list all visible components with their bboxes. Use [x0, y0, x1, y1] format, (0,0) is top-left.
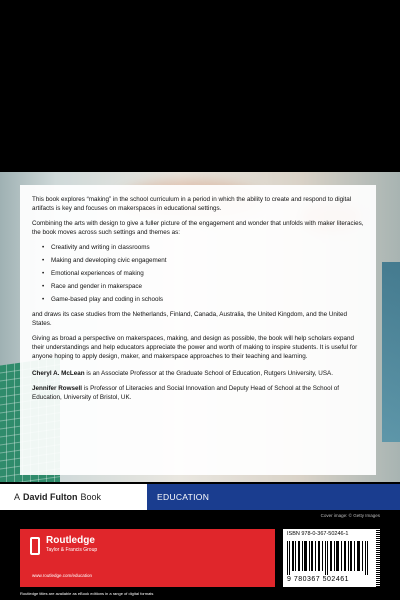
isbn-label: ISBN 978-0-367-50246-1: [287, 531, 349, 537]
routledge-logo-icon: [30, 537, 40, 555]
series-label: [0, 484, 147, 510]
side-barcode-icon: [376, 529, 380, 587]
themes-list: [32, 243, 364, 304]
publisher-box: [20, 529, 275, 587]
isbn-box: [283, 529, 380, 587]
case-studies-paragraph: and draws its case studies from the Netherlands, Finland, Canada, Australia, the United Kingdom, and the United States.: [32, 311, 348, 327]
list-item: • Emotional experiences of making: [42, 269, 364, 278]
publisher-name: Routledge: [46, 535, 95, 546]
blurb-panel: [20, 185, 376, 475]
ebook-disclaimer: Routledge titles are available as eBook editions in a range of digital formats: [20, 591, 154, 596]
publisher-url[interactable]: www.routledge.com/education: [32, 573, 93, 578]
broad-paragraph: Giving as broad a perspective on makerspaces, making, and design as possible, the book will help scholars expand their understandings and help educators appreciate the power and worth of making to inspire students. It is useful for anyone hoping to apply design, maker, and makerspace approaches to their teaching and learning.: [32, 335, 358, 360]
category-label: EDUCATION: [147, 484, 400, 510]
series-band: [0, 484, 400, 510]
cover-credit: Cover image: © Getty Images: [320, 513, 380, 518]
series-suffix: Book: [80, 492, 102, 502]
list-item: • Race and gender in makerspace: [42, 282, 364, 291]
list-item: • Game-based play and coding in schools: [42, 295, 364, 304]
cover-top-black: [0, 0, 400, 172]
author-name: Cheryl A. McLean: [32, 370, 85, 377]
series-prefix: A: [14, 492, 21, 502]
combining-paragraph: Combining the arts with design to give a fuller picture of the engagement and wonder that unfolds with maker literacies, the book moves across such settings and themes as:: [32, 220, 364, 236]
author-bio: [32, 369, 364, 378]
barcode-icon: [287, 541, 371, 575]
author-bio-text: is Professor of Literacies and Social Innovation and Deputy Head of School at the School of Education, University of Bristol, UK.: [32, 385, 339, 401]
barcode-number: 9 780367 502461: [287, 576, 349, 583]
author-name: Jennifer Rowsell: [32, 385, 83, 392]
intro-paragraph: This book explores “making” in the school curriculum in a period in which the ability to create and respond to digital artifacts is key and focuses on makerspaces in educational settings.: [32, 196, 352, 212]
author-bio: [32, 384, 364, 402]
author-bio-text: is an Associate Professor at the Graduate School of Education, Rutgers University, USA.: [84, 370, 333, 377]
list-item: • Creativity and writing in classrooms: [42, 243, 364, 252]
series-name: David Fulton: [23, 492, 78, 502]
publisher-group: Taylor & Francis Group: [46, 547, 98, 553]
footer: [0, 525, 400, 600]
list-item: • Making and developing civic engagement: [42, 256, 364, 265]
